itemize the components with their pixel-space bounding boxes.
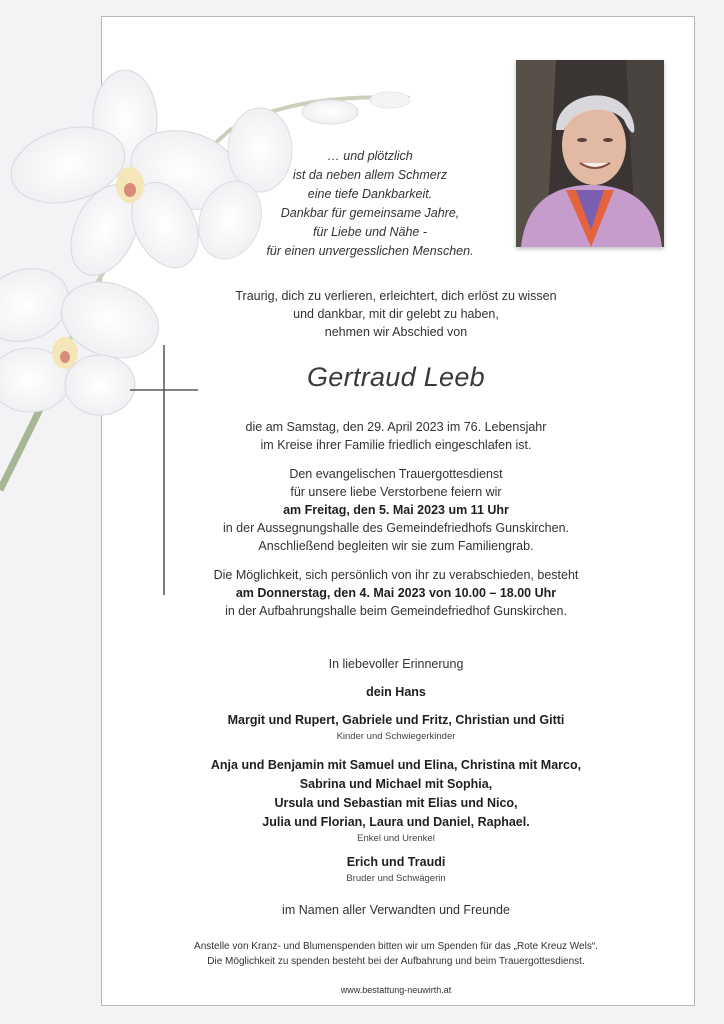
siblings-group <box>200 853 592 886</box>
poem-line: für Liebe und Nähe - <box>313 225 427 239</box>
note-line: Anstelle von Kranz- und Blumenspenden bitten wir um Spenden für das „Rote Kreuz Wels“. <box>194 941 598 952</box>
poem <box>240 147 500 261</box>
service-line: Anschließend begleiten wir sie zum Familiengrab. <box>258 539 534 553</box>
death-line: die am Samstag, den 29. April 2023 im 76. Lebensjahr <box>245 420 547 434</box>
death-info <box>200 418 592 454</box>
children-names: Margit und Rupert, Gabriele und Fritz, Christian und Gitti <box>227 713 565 727</box>
death-line: im Kreise ihrer Familie friedlich eingeschlafen ist. <box>260 438 532 452</box>
grandchildren-relation: Enkel und Urenkel <box>357 833 435 844</box>
viewing-line: in der Aufbahrungshalle beim Gemeindefriedhof Gunskirchen. <box>225 604 567 618</box>
note-line: Die Möglichkeit zu spenden besteht bei der Aufbahrung und beim Trauergottesdienst. <box>207 956 585 967</box>
service-line: für unsere liebe Verstorbene feiern wir <box>290 485 502 499</box>
poem-line: eine tiefe Dankbarkeit. <box>307 187 433 201</box>
viewing-line: Die Möglichkeit, sich persönlich von ihr zu verabschieden, besteht <box>213 568 579 582</box>
grandchildren-line: Anja und Benjamin mit Samuel und Elina, Christina mit Marco, <box>210 758 582 772</box>
intro-line: und dankbar, mit dir gelebt zu haben, <box>293 307 499 321</box>
intro-line: nehmen wir Abschied von <box>324 325 468 339</box>
memory-line: In liebevoller Erinnerung <box>328 657 464 671</box>
poem-line: Dankbar für gemeinsame Jahre, <box>280 206 460 220</box>
husband-name: dein Hans <box>366 685 426 699</box>
grandchildren-line: Ursula und Sebastian mit Elias und Nico, <box>274 796 518 810</box>
viewing-info <box>200 566 592 620</box>
portrait-photo <box>516 60 664 247</box>
cross-icon <box>130 345 200 595</box>
website-link[interactable]: www.bestattung-neuwirth.at <box>340 985 452 995</box>
service-date: am Freitag, den 5. Mai 2023 um 11 Uhr <box>283 503 509 517</box>
service-info <box>200 465 592 555</box>
grandchildren-line: Sabrina und Michael mit Sophia, <box>299 777 493 791</box>
viewing-date: am Donnerstag, den 4. Mai 2023 von 10.00 – 18.00 Uhr <box>235 586 557 600</box>
intro-text <box>200 287 592 341</box>
service-line: Den evangelischen Trauergottesdienst <box>289 467 503 481</box>
grandchildren-line: Julia und Florian, Laura und Daniel, Raphael. <box>262 815 530 829</box>
children-relation: Kinder und Schwiegerkinder <box>336 731 456 742</box>
intro-line: Traurig, dich zu verlieren, erleichtert, dich erlöst zu wissen <box>235 289 557 303</box>
siblings-names: Erich und Traudi <box>346 855 446 869</box>
poem-line: ist da neben allem Schmerz <box>292 168 448 182</box>
grandchildren-group <box>200 756 592 846</box>
children-group <box>200 711 592 744</box>
donation-note <box>150 939 642 969</box>
poem-line: … und plötzlich <box>327 149 413 163</box>
service-line: in der Aussegnungshalle des Gemeindefriedhofs Gunskirchen. <box>222 521 570 535</box>
deceased-name: Gertraud Leeb <box>306 362 485 392</box>
poem-line: für einen unvergesslichen Menschen. <box>266 244 474 258</box>
relatives-line: im Namen aller Verwandten und Freunde <box>282 903 510 917</box>
siblings-relation: Bruder und Schwägerin <box>346 873 446 884</box>
